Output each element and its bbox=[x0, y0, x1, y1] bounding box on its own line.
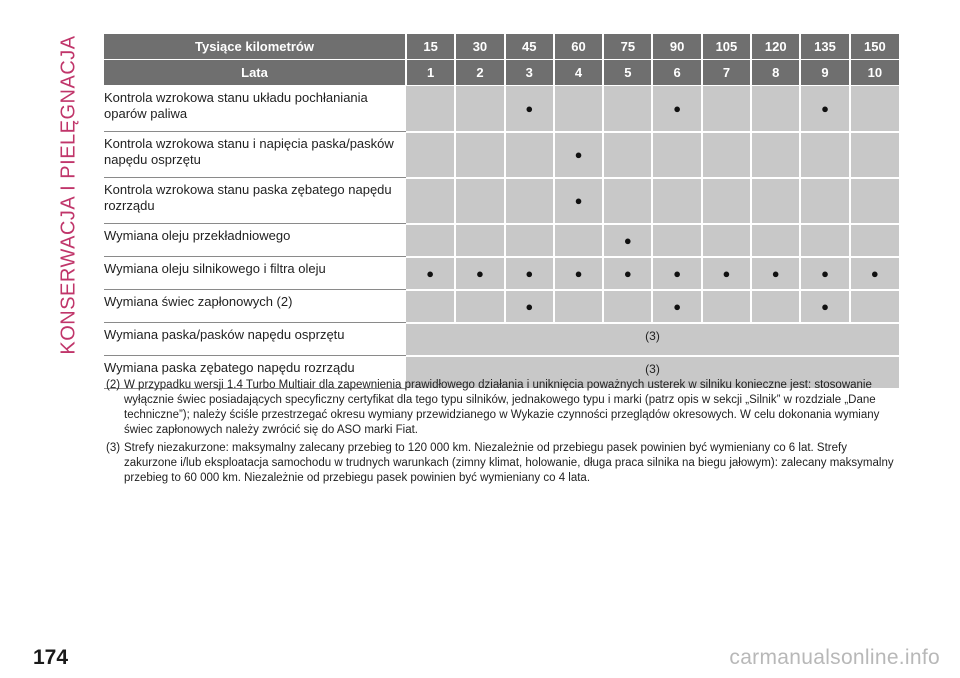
schedule-cell bbox=[800, 132, 849, 178]
row-label: Wymiana oleju przekładniowego bbox=[104, 224, 406, 257]
schedule-cell bbox=[455, 86, 504, 132]
schedule-cell bbox=[850, 86, 899, 132]
schedule-cell bbox=[850, 178, 899, 224]
schedule-cell bbox=[455, 178, 504, 224]
schedule-cell bbox=[702, 86, 751, 132]
schedule-cell bbox=[603, 86, 652, 132]
header-km-cell: 120 bbox=[751, 34, 800, 60]
schedule-cell: ● bbox=[800, 86, 849, 132]
page-number: 174 bbox=[33, 646, 69, 669]
schedule-cell bbox=[603, 178, 652, 224]
header-km-cell: 15 bbox=[406, 34, 455, 60]
maintenance-schedule-table bbox=[104, 34, 899, 390]
schedule-cell: ● bbox=[850, 257, 899, 290]
header-year-cell: 7 bbox=[702, 60, 751, 86]
schedule-cell: ● bbox=[505, 290, 554, 323]
schedule-cell bbox=[702, 132, 751, 178]
header-km-cell: 90 bbox=[652, 34, 701, 60]
header-year-cell: 4 bbox=[554, 60, 603, 86]
schedule-cell: ● bbox=[505, 86, 554, 132]
schedule-cell: ● bbox=[505, 257, 554, 290]
row-label: Wymiana paska/pasków napędu osprzętu bbox=[104, 323, 406, 356]
header-year-cell: 10 bbox=[850, 60, 899, 86]
schedule-cell bbox=[406, 86, 455, 132]
footnote-text: W przypadku wersji 1.4 Turbo Multiair dla zapewnienia prawidłowego działania i uniknięcia poważnych usterek w silniku konieczne jest: stosowanie wyłącznie świec posiadających specyficzny certyfikat dla tego typu silników, jednakowego typu i marki (patrz opis w sekcji „Silnik” w rozdziale „Dane techniczne”); należy ściśle przestrzegać okresu wymiany przewidzianego w Wykazie czynności przeglądów okresowych. W celu dokonania wymiany świec zapłonowych należy zwrócić się do ASO marki Fiat. bbox=[124, 379, 880, 436]
schedule-cell bbox=[800, 224, 849, 257]
header-year-cell: 9 bbox=[800, 60, 849, 86]
schedule-cell bbox=[751, 178, 800, 224]
schedule-cell: ● bbox=[800, 257, 849, 290]
schedule-cell bbox=[603, 290, 652, 323]
schedule-cell: ● bbox=[603, 224, 652, 257]
schedule-cell: ● bbox=[800, 290, 849, 323]
header-year-cell: 3 bbox=[505, 60, 554, 86]
schedule-cell bbox=[406, 178, 455, 224]
header-year-cell: 8 bbox=[751, 60, 800, 86]
schedule-cell: ● bbox=[554, 257, 603, 290]
schedule-cell: ● bbox=[603, 257, 652, 290]
table-row bbox=[104, 178, 899, 224]
row-label: Wymiana paska zębatego napędu rozrządu bbox=[104, 356, 406, 389]
footnote-number: (2) bbox=[106, 379, 121, 391]
schedule-cell bbox=[702, 178, 751, 224]
header-row-km bbox=[104, 34, 899, 60]
schedule-cell bbox=[505, 132, 554, 178]
row-label: Kontrola wzrokowa stanu i napięcia paska/pasków napędu osprzętu bbox=[104, 132, 406, 178]
schedule-cell bbox=[406, 290, 455, 323]
header-km-cell: 105 bbox=[702, 34, 751, 60]
header-km-cell: 60 bbox=[554, 34, 603, 60]
footnote bbox=[106, 378, 896, 438]
table-row bbox=[104, 224, 899, 257]
schedule-cell bbox=[751, 86, 800, 132]
span-note-cell: (3) bbox=[406, 323, 899, 356]
schedule-cell bbox=[554, 224, 603, 257]
schedule-cell bbox=[455, 290, 504, 323]
schedule-cell bbox=[505, 224, 554, 257]
header-years-label: Lata bbox=[104, 60, 406, 86]
header-year-cell: 6 bbox=[652, 60, 701, 86]
schedule-cell bbox=[751, 132, 800, 178]
header-km-cell: 45 bbox=[505, 34, 554, 60]
footnote-number: (3) bbox=[106, 442, 121, 454]
footnote bbox=[106, 441, 896, 486]
header-km-cell: 150 bbox=[850, 34, 899, 60]
row-label: Kontrola wzrokowa stanu układu pochłaniania oparów paliwa bbox=[104, 86, 406, 132]
schedule-cell bbox=[850, 224, 899, 257]
header-km-label: Tysiące kilometrów bbox=[104, 34, 406, 60]
side-section-title-text: KONSERWACJA I PIELĘGNACJA bbox=[57, 35, 80, 355]
schedule-cell: ● bbox=[406, 257, 455, 290]
schedule-cell: ● bbox=[455, 257, 504, 290]
table-row bbox=[104, 257, 899, 290]
header-km-cell: 75 bbox=[603, 34, 652, 60]
schedule-cell bbox=[850, 132, 899, 178]
footnotes bbox=[106, 378, 896, 489]
schedule-cell bbox=[751, 224, 800, 257]
table-row bbox=[104, 86, 899, 132]
schedule-cell bbox=[652, 178, 701, 224]
header-km-cell: 30 bbox=[455, 34, 504, 60]
footnote-text: Strefy niezakurzone: maksymalny zalecany przebieg to 120 000 km. Niezależnie od przebiegu pasek powinien być wymieniany co 6 lat. Strefy zakurzone i/lub eksploatacja samochodu w trudnych warunkach (zimny klimat, holowanie, długa praca silnika na biegu jałowym): zalecany maksymalny przebieg to 60 000 km. Niezależnie od przebiegu pasek powinien być wymieniany co 4 lata. bbox=[124, 442, 894, 484]
schedule-cell: ● bbox=[652, 290, 701, 323]
schedule-cell: ● bbox=[702, 257, 751, 290]
schedule-cell bbox=[406, 224, 455, 257]
row-label: Wymiana oleju silnikowego i filtra oleju bbox=[104, 257, 406, 290]
header-year-cell: 5 bbox=[603, 60, 652, 86]
schedule-cell bbox=[505, 178, 554, 224]
watermark: carmanualsonline.info bbox=[729, 646, 940, 669]
schedule-cell: ● bbox=[751, 257, 800, 290]
table-row bbox=[104, 290, 899, 323]
span-note-cell: (3) bbox=[406, 356, 899, 389]
schedule-cell bbox=[652, 132, 701, 178]
schedule-cell bbox=[554, 86, 603, 132]
header-year-cell: 1 bbox=[406, 60, 455, 86]
schedule-cell: ● bbox=[652, 257, 701, 290]
schedule-cell bbox=[800, 178, 849, 224]
schedule-cell bbox=[850, 290, 899, 323]
row-label: Kontrola wzrokowa stanu paska zębatego napędu rozrządu bbox=[104, 178, 406, 224]
row-label: Wymiana świec zapłonowych (2) bbox=[104, 290, 406, 323]
schedule-cell: ● bbox=[554, 178, 603, 224]
schedule-cell bbox=[455, 132, 504, 178]
side-section-title bbox=[56, 20, 82, 370]
table-row bbox=[104, 323, 899, 356]
schedule-cell bbox=[406, 132, 455, 178]
header-year-cell: 2 bbox=[455, 60, 504, 86]
schedule-cell bbox=[603, 132, 652, 178]
schedule-cell bbox=[702, 224, 751, 257]
header-row-years bbox=[104, 60, 899, 86]
schedule-cell: ● bbox=[652, 86, 701, 132]
schedule-cell bbox=[751, 290, 800, 323]
schedule-cell bbox=[652, 224, 701, 257]
schedule-cell bbox=[455, 224, 504, 257]
schedule-cell: ● bbox=[554, 132, 603, 178]
header-km-cell: 135 bbox=[800, 34, 849, 60]
schedule-cell bbox=[702, 290, 751, 323]
schedule-cell bbox=[554, 290, 603, 323]
table-row bbox=[104, 132, 899, 178]
